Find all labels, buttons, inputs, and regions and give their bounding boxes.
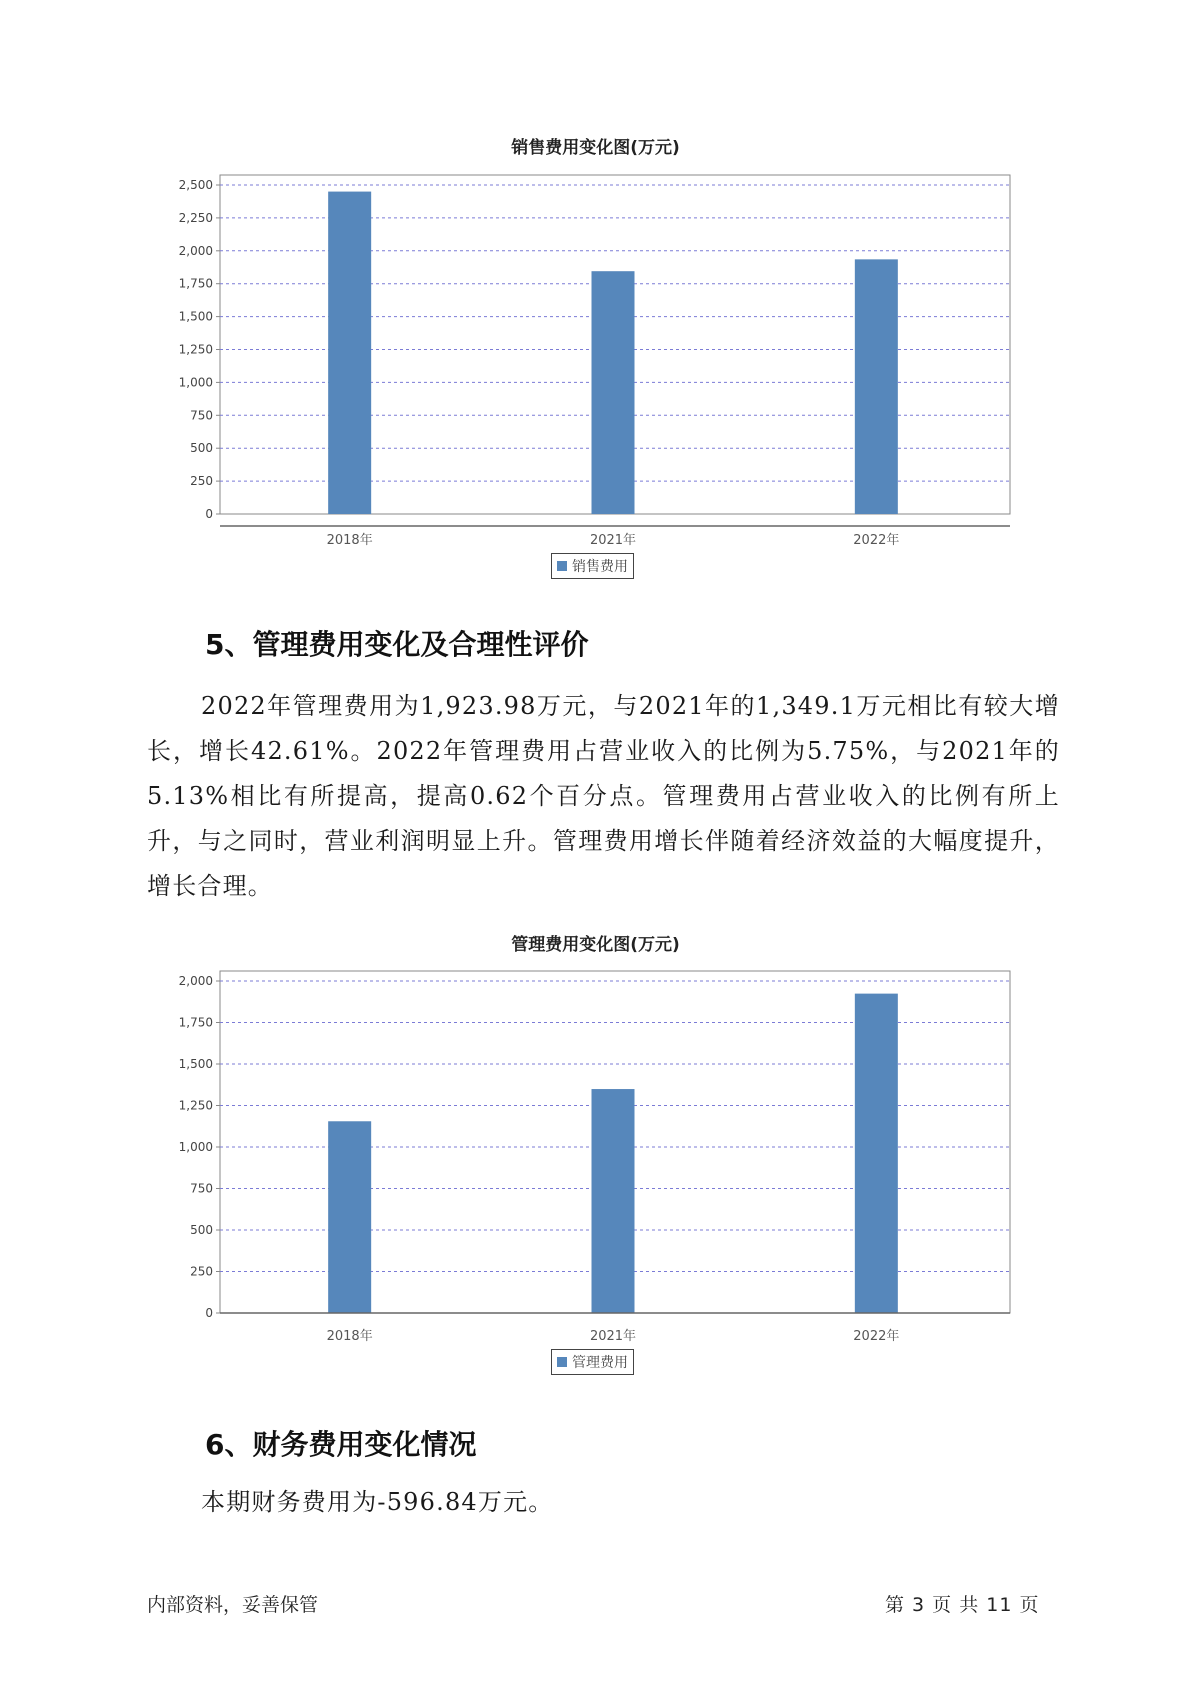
y-tick-label: 750 xyxy=(190,1181,213,1196)
y-tick-label: 2,500 xyxy=(178,178,213,192)
section-6-heading: 6、财务费用变化情况 xyxy=(205,1428,477,1461)
legend-label: 管理费用 xyxy=(572,1355,628,1371)
legend-label: 销售费用 xyxy=(572,559,628,575)
y-tick-label: 1,750 xyxy=(178,1015,213,1030)
y-tick-label: 1,000 xyxy=(178,1140,213,1154)
section-5-text: 2022年管理费用为1,923.98万元，与2021年的1,349.1万元相比有较大增长，增长42.61%。2022年管理费用占营业收入的比例为5.75%，与2021年的5.13%相比有所提高，提高0.62个百分点。管理费用占营业收入的比例有所上升，与之同时，营业利润明显上升。管理费用增长伴随着经济效益的大幅度提升，增长合理。 xyxy=(147,692,1060,900)
y-tick-label: 2,000 xyxy=(178,974,213,988)
x-tick-label: 2022年 xyxy=(853,533,900,548)
x-tick-label: 2018年 xyxy=(326,1329,373,1344)
y-tick-label: 1,500 xyxy=(178,309,213,324)
chart-title: 销售费用变化图(万元) xyxy=(511,138,680,158)
y-tick-label: 2,000 xyxy=(178,243,213,258)
y-tick-label: 0 xyxy=(205,1306,213,1320)
y-tick-label: 2,250 xyxy=(178,210,213,225)
y-tick-label: 1,250 xyxy=(178,1098,213,1113)
footer-page-number: 第 3 页 共 11 页 xyxy=(885,1594,1040,1616)
y-tick-label: 750 xyxy=(190,408,213,423)
bar xyxy=(855,994,898,1313)
section-6-paragraph xyxy=(147,1480,1060,1525)
bar xyxy=(328,1121,371,1313)
y-tick-label: 1,500 xyxy=(178,1057,213,1071)
y-tick-label: 1,750 xyxy=(178,276,213,291)
section-5-heading: 5、管理费用变化及合理性评价 xyxy=(205,628,589,661)
y-tick-label: 250 xyxy=(190,1264,213,1279)
x-tick-label: 2018年 xyxy=(326,533,373,548)
y-tick-label: 1,000 xyxy=(178,375,213,390)
x-tick-label: 2022年 xyxy=(853,1329,900,1344)
chart-legend xyxy=(551,1349,634,1375)
footer-confidential: 内部资料，妥善保管 xyxy=(147,1594,319,1616)
y-tick-label: 1,250 xyxy=(178,342,213,357)
y-tick-label: 500 xyxy=(190,1223,213,1237)
legend-swatch xyxy=(557,1357,567,1367)
chart-title: 管理费用变化图(万元) xyxy=(511,935,680,955)
section-6-text: 本期财务费用为-596.84万元。 xyxy=(201,1488,554,1516)
y-tick-label: 500 xyxy=(190,441,213,456)
bar xyxy=(592,1089,635,1313)
x-tick-label: 2021年 xyxy=(589,1329,637,1344)
y-tick-label: 0 xyxy=(205,507,213,521)
y-tick-label: 250 xyxy=(190,474,213,489)
x-tick-label: 2021年 xyxy=(589,533,637,548)
